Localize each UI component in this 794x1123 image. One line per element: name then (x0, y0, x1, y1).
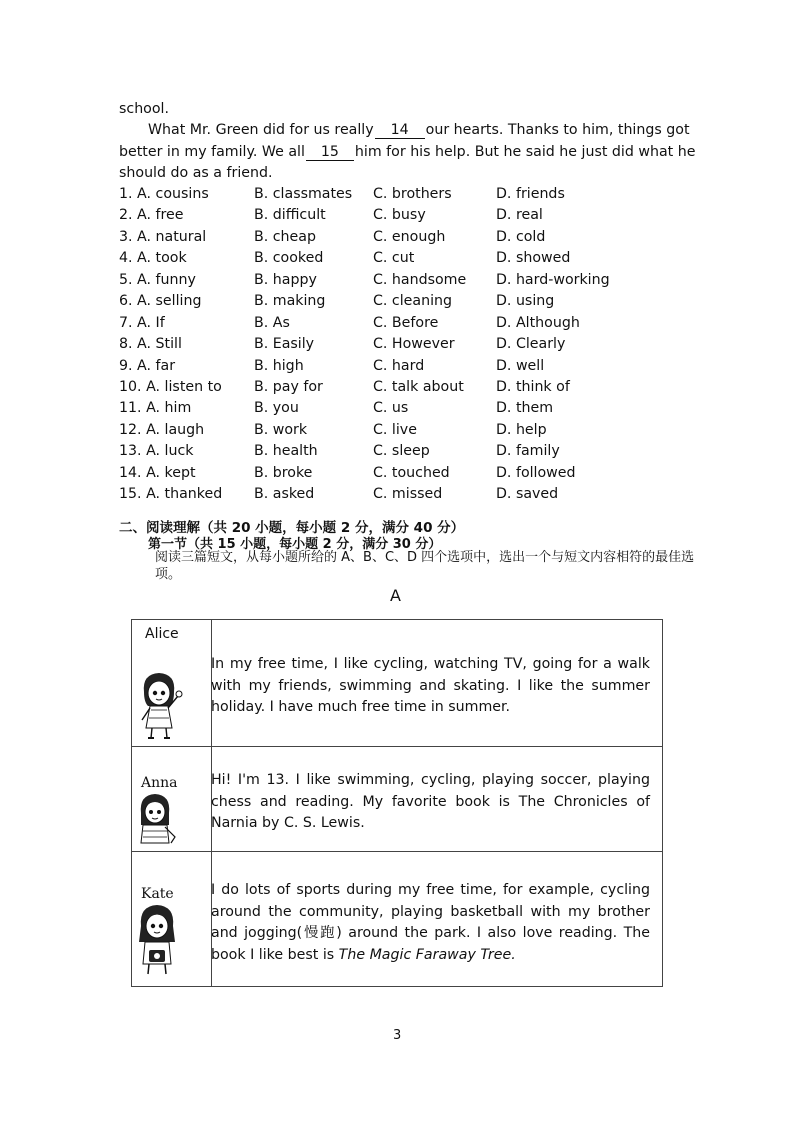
option-c[interactable]: C. us (373, 400, 409, 417)
option-a[interactable]: 10. A. listen to (119, 378, 222, 395)
option-c[interactable]: C. brothers (373, 186, 452, 202)
option-b[interactable]: B. Easily (254, 336, 315, 353)
option-b[interactable]: B. pay for (254, 378, 323, 395)
question-options (119, 270, 719, 291)
subsection-heading: 第一节（共 15 小题，每小题 2 分，满分 30 分） (148, 537, 442, 552)
option-b[interactable]: B. asked (254, 486, 315, 503)
instructions: 阅读三篇短文，从每小题所给的 A、B、C、D 四个选项中，选出一个与短文内容相符的最佳选项。 (155, 550, 695, 582)
option-d[interactable]: D. Clearly (496, 336, 566, 353)
option-c[interactable]: C. talk about (373, 378, 464, 395)
option-b[interactable]: B. work (254, 421, 308, 438)
question-options (119, 441, 719, 462)
question-options (119, 334, 719, 355)
option-d[interactable]: D. Although (496, 314, 580, 331)
option-d[interactable]: D. followed (496, 464, 576, 481)
option-a[interactable]: 2. A. free (119, 207, 184, 224)
girl-illustration-icon (134, 668, 184, 742)
question-options (119, 227, 719, 248)
option-a[interactable]: 4. A. took (119, 250, 187, 267)
option-a[interactable]: 6. A. selling (119, 293, 202, 310)
option-a[interactable]: 7. A. If (119, 314, 165, 331)
option-d[interactable]: D. them (496, 400, 554, 417)
option-d[interactable]: D. saved (496, 486, 559, 503)
person-text-cell (212, 620, 663, 747)
girl-with-bag-illustration-icon (135, 902, 183, 978)
option-d[interactable]: D. friends (496, 186, 565, 202)
question-options (119, 484, 719, 505)
passage-label: A (390, 586, 401, 605)
people-table (131, 619, 663, 987)
person-name: Alice (145, 626, 179, 642)
person-text: In my free time, I like cycling, watching TV, going for a walk with my friends, swimming and skating. I like the summer holiday. I have much free time in summer. (211, 656, 650, 715)
passage-line: better in my family. We all 15 him for his help. But he said he just did what he (119, 144, 696, 160)
question-options (119, 377, 719, 398)
person-cell (132, 852, 212, 987)
table-row (132, 747, 663, 852)
option-d[interactable]: D. family (496, 443, 560, 460)
option-a[interactable]: 15. A. thanked (119, 486, 223, 503)
option-c[interactable]: C. touched (373, 464, 450, 481)
option-b[interactable]: B. making (254, 293, 326, 310)
option-d[interactable]: D. cold (496, 228, 546, 245)
option-b[interactable]: B. classmates (254, 186, 353, 202)
option-a[interactable]: 14. A. kept (119, 464, 196, 481)
option-d[interactable]: D. using (496, 293, 555, 310)
option-a[interactable]: 5. A. funny (119, 271, 196, 288)
person-cell (132, 620, 212, 747)
option-d[interactable]: D. showed (496, 250, 571, 267)
option-b[interactable]: B. you (254, 400, 299, 417)
passage-line: What Mr. Green did for us really 14 our hearts. Thanks to him, things got (148, 122, 690, 138)
question-options (119, 420, 719, 441)
passage-line: school. (119, 101, 169, 117)
person-text-cell (212, 852, 663, 987)
question-options (119, 313, 719, 334)
option-c[interactable]: C. sleep (373, 443, 430, 460)
person-text: Hi! I'm 13. I like swimming, cycling, playing soccer, playing chess and reading. My favorite book is The Chronicles of Narnia by C. S. Lewis. (211, 772, 650, 831)
passage-line: should do as a friend. (119, 165, 273, 181)
question-options (119, 291, 719, 312)
option-a[interactable]: 3. A. natural (119, 228, 207, 245)
option-b[interactable]: B. cooked (254, 250, 324, 267)
option-a[interactable]: 13. A. luck (119, 443, 194, 460)
options-list (119, 184, 719, 506)
question-options (119, 184, 719, 205)
option-b[interactable]: B. As (254, 314, 290, 331)
option-c[interactable]: C. handsome (373, 271, 467, 288)
question-options (119, 356, 719, 377)
person-text-cell (212, 747, 663, 852)
blank-14: 14 (375, 123, 425, 139)
option-c[interactable]: C. hard (373, 357, 425, 374)
girl-reading-illustration-icon (135, 791, 181, 847)
option-c[interactable]: C. live (373, 421, 417, 438)
option-d[interactable]: D. hard-working (496, 271, 610, 288)
option-a[interactable]: 1. A. cousins (119, 186, 209, 202)
table-row (132, 852, 663, 987)
option-b[interactable]: B. cheap (254, 228, 316, 245)
question-options (119, 463, 719, 484)
option-a[interactable]: 12. A. laugh (119, 421, 205, 438)
page-number: 3 (393, 1028, 402, 1043)
option-a[interactable]: 8. A. Still (119, 336, 182, 353)
person-cell (132, 747, 212, 852)
option-c[interactable]: C. missed (373, 486, 443, 503)
option-a[interactable]: 9. A. far (119, 357, 176, 374)
option-c[interactable]: C. cut (373, 250, 415, 267)
question-options (119, 248, 719, 269)
option-c[interactable]: C. However (373, 336, 455, 353)
option-b[interactable]: B. broke (254, 464, 313, 481)
person-name: Kate (141, 886, 174, 902)
blank-15: 15 (306, 145, 354, 161)
question-options (119, 398, 719, 419)
book-title: The Magic Faraway Tree. (338, 946, 516, 963)
option-b[interactable]: B. difficult (254, 207, 326, 224)
table-row (132, 620, 663, 747)
option-c[interactable]: C. enough (373, 228, 446, 245)
option-c[interactable]: C. cleaning (373, 293, 453, 310)
option-c[interactable]: C. busy (373, 207, 426, 224)
person-text: I do lots of sports during my free time, for example, cycling around the community, playing basketball with my brother and jogging(慢跑) around the park. I also love reading. The book I like best is The Magic Faraway Tree. (211, 882, 650, 963)
option-d[interactable]: D. real (496, 207, 543, 224)
option-b[interactable]: B. high (254, 357, 304, 374)
option-a[interactable]: 11. A. him (119, 400, 192, 417)
option-d[interactable]: D. think of (496, 378, 570, 395)
option-c[interactable]: C. Before (373, 314, 439, 331)
option-d[interactable]: D. help (496, 421, 547, 438)
person-name: Anna (141, 775, 178, 791)
option-d[interactable]: D. well (496, 357, 545, 374)
option-b[interactable]: B. happy (254, 271, 317, 288)
option-b[interactable]: B. health (254, 443, 318, 460)
question-options (119, 205, 719, 226)
section-heading: 二、阅读理解（共 20 小题，每小题 2 分，满分 40 分） (119, 520, 465, 536)
